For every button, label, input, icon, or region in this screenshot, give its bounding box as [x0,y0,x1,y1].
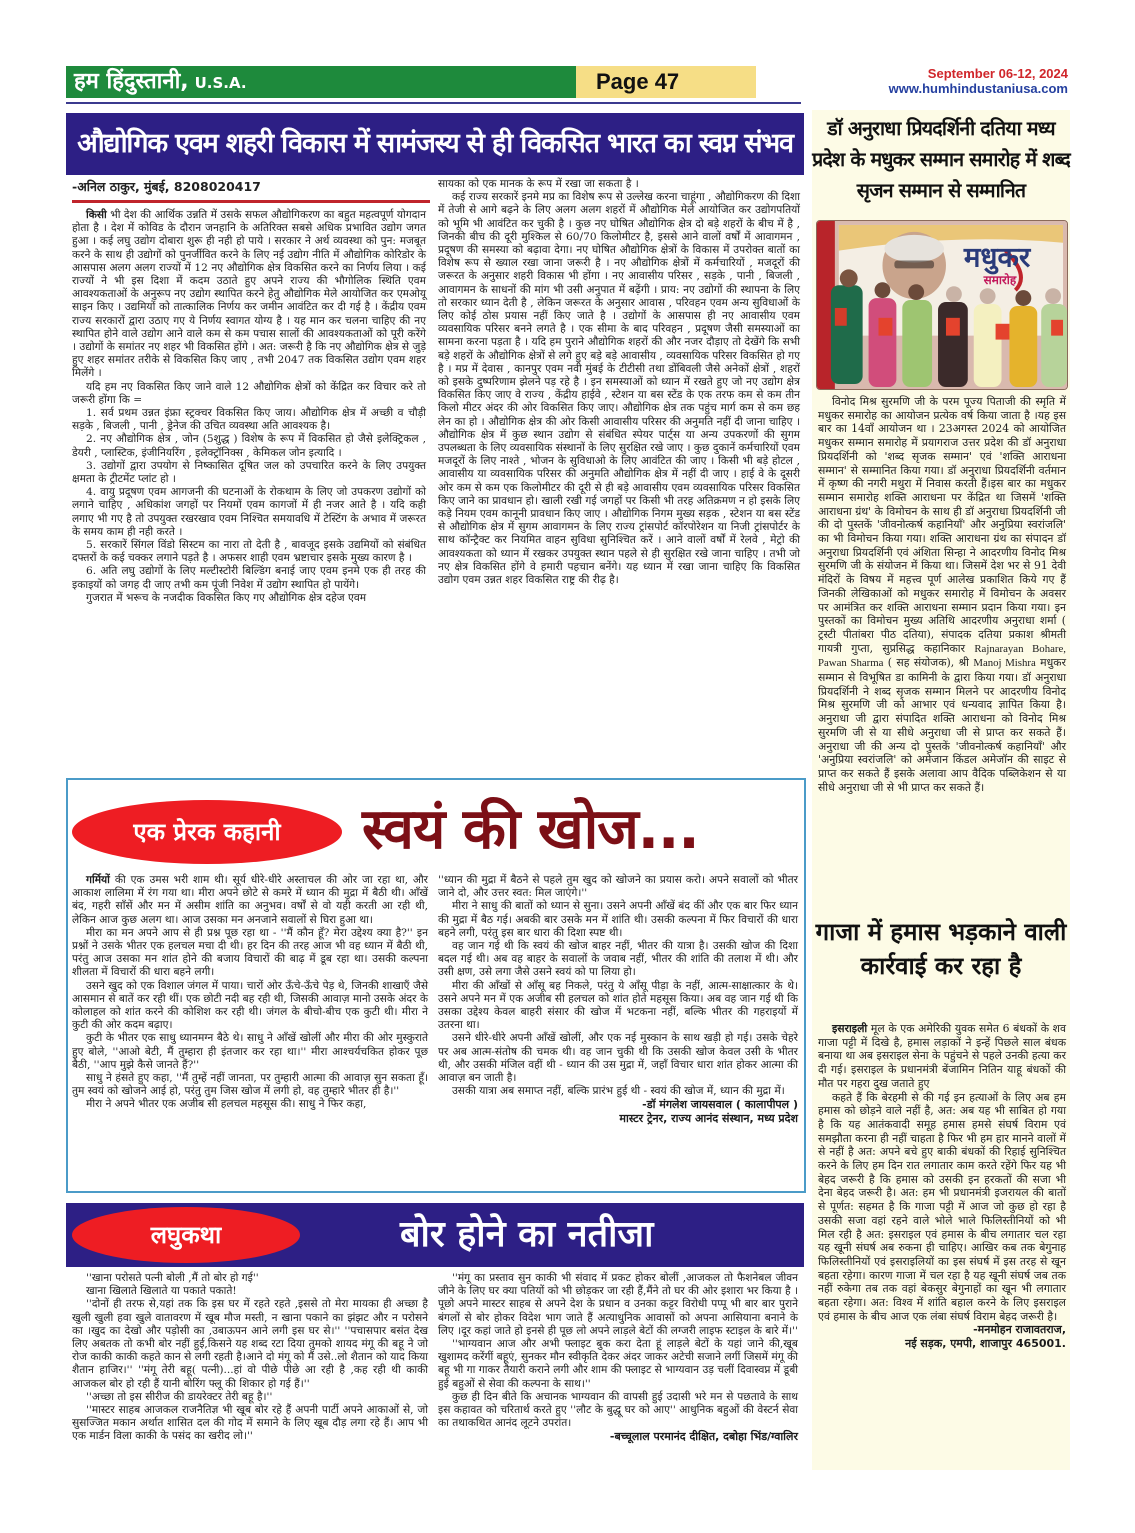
paragraph [72,927,428,980]
paragraph [438,191,800,587]
paragraph-text: कई राज्य सरकारें इनमे मप्र का विशेष रूप से उल्लेख करना चाहूंगा , औद्योगिकरण की दिशा में तेजी से आगे बढ़ने के लिए अलग अलग शहरों में औद्योगिक मेले आयोजित कर उद्योगपतियों को भूमि भी आवंटित कर चुकी है । कुछ नए घोषित औद्योगिक क्षेत्र दो बड़े शहरों के बीच में है , जिनकी बीच की दूरी मुश्किल से 60/70 किलोमीटर है, इससे आने वालों वर्षों में आवागमन , प्रदूषण की समस्या को बढ़ावा देगा। नए घोषित औद्योगिक क्षेत्रों के विकास में उपरोक्त बातों का विशेष रूप से ख्याल रखा जाना जरूरी है । नए औद्योगिक क्षेत्रों में कर्मचारियों , मजदूरों की जरूरत के अनुसार शहरी विकास भी होंगा । नए आवासीय परिसर , सड़के , पानी , बिजली , आवागमन के साधनों की मांग भी उसी अनुपात में बढ़ेंगी । प्राय: नए उद्योगों की स्थापना के लिए तो सरकार ध्यान देती है , लेकिन जरूरत के अनुसार आवास , परिवहन एवम अन्य सुविधाओं के लिए कोई ठोस प्रयास नहीं किए जाते है । उद्योगों के आसपास ही नए आवासीय एवम व्यवसायिक परिसर बनने लगते है । एक सीमा के बाद परिवहन , प्रदूषण जैसी समस्याओं का सामना करना पड़ता है । यदि हम पुराने औद्योगिक शहरों की और नजर दौड़ाए तो देखेंगे कि सभी बड़े शहरों के औद्योगिक क्षेत्रों से लगे हुए बड़े बड़े आवासीय , व्यवसायिक परिसर विकसित हो गए है । मप्र में देवास , कानपुर एवम नवी मुंबई के टीटीसी तथा डोंबिवली जैसे अनेकों क्षेत्रों , शहरों को इसके दुष्परिणाम झेलने पड़ रहे है । इन समस्याओं को ध्यान में रखते हुए जो नए उद्योग क्षेत्र विकसित किए जाए वे राज्य , केंद्रीय हाईवे , स्टेशन या बस स्टेंड के एक तरफ कम से कम तीन किलो मीटर अंदर की ओर विकसित किए जाए। औद्योगिक क्षेत्र तक पहुंच मार्ग कम से कम छह लेन का हो । औद्योगिक क्षेत्र की ओर किसी आवासीय परिसर की अनुमति नहीं दी जाना चाहिए । औद्योगिक क्षेत्र में कुछ स्थान उद्योग से संबंधित स्पेयर पार्ट्स या अन्य उपकरणों की सुगम उपलब्धता के लिए व्यवसायिक संस्थानों के लिए सुरक्षित रखे जाए । कुछ दुकानें कर्मचारियों एवम मजदूरों के लिए नाश्ते , भोजन के सुविधाओ के लिए आवंटित की जाए । किसी भी बड़े होटल , आवासीय या व्यवसायिक परिसर की अनुमति औद्योगिक क्षेत्र में नहीं दी जाए । हाई वे के दूसरी ओर कम से कम एक किलोमीटर की दूरी से ही बड़े आवासीय एवम व्यवसायिक परिसर विकसित किए जाने का प्रावधान हो। खाली रखी गई जगहों पर किसी भी तरह अतिक्रमण न हो इसके लिए कड़े नियम एवम कानूनी प्रावधान किए जाए । औद्योगिक निगम मुख्य सड़क , स्टेशन या बस स्टेंड से औद्योगिक क्षेत्र में सुगम आवागमन के लिए राज्य ट्रांसपोर्ट कॉरपोरेशन या निजी ट्रांसपोर्टर के साथ कॉन्ट्रैक्ट कर नियमित वाहन सुविधा सुनिश्चित करें । आने वालों वर्षों में रेलवे , मेट्रो की आवश्यकता को ध्यान में रखकर उपयुक्त स्थान पहले से ही सुरक्षित रखे जाना चाहिए । तभी जो नए क्षेत्र विकसित होंगे वे हमारी पहचान बनेंगे। यह ध्यान में रखा जाना चाहिए कि विकसित उद्योग एवम उन्नत शहर विकसित राष्ट्र की रीढ़ है। [438,191,800,587]
gaza-article-body [818,1022,1066,1351]
paragraph-text: कुछ ही दिन बीते कि अचानक भाग्यवान की वापसी हुई उदासी भरे मन से पछतावे के साथ इस कहावत को चरितार्थ करते हुए ''लौट के बुद्धू घर को आए'' आधुनिक बहुओं की वेस्टर्न सेवा का तथाकथित आनंद लूटने उपरांत। [438,1390,798,1430]
event-photo [816,220,1068,390]
paragraph [72,433,426,459]
byline-divider [72,200,430,203]
paragraph [438,874,798,900]
paragraph [72,381,426,407]
paragraph-text: उसने खुद को एक विशाल जंगल में पाया। चारों ओर ऊँचे-ऊँचे पेड़ थे, जिनकी शाखाएँ जैसे आसमान से बातें कर रही थीं। एक छोटी नदी बह रही थी, जिसकी आवाज़ मानो उसके अंदर के कोलाहल को शांत करने की कोशिश कर रही थी। जंगल के बीचो-बीच एक कुटी थी। मीरा ने कुटी की ओर कदम बढ़ाए। [72,979,428,1032]
paragraph [72,1285,428,1298]
short-story-tag: लघुकथा [72,1207,300,1263]
issue-date: September 06-12, 2024 [927,66,1068,81]
paragraph-text: सायका को एक मानक के रूप में रखा जा सकता है । [438,178,639,190]
lead-article-column-1 [72,209,426,605]
paragraph-text: 6. अति लघु उद्योगों के लिए मल्टीस्टोरी बिल्डिंग बनाई जाए एवम इनमे एक ही तरह की इकाइयों को जगह दी जाए तभी कम पूंजी निवेश में उद्योग स्थापित हो पायेंगे। [72,565,426,591]
lead-headline: औद्योगिक एवम शहरी विकास में सामंजस्य से ही विकसित भारत का स्वप्न संभव [66,113,804,175]
paragraph-text: गुजरात में भरूच के नजदीक विकसित किए गए औद्योगिक क्षेत्र दहेज एवम [86,591,367,604]
paragraph [72,980,428,1033]
paragraph-text: भी देश की आर्थिक उन्नति में उसके सफल औद्योगिकरण का बहुत महत्वपूर्ण योगदान होता है । देश में कोविड के दौरान जनहानि के अतिरिक्त सबसे अधिक प्रभावित उद्योग जगत हुआ । कई लघु उद्योग दोबारा शुरू ही नही हो पाये । सरकार ने अर्थ व्यवस्था को पुन: मजबूत करने के साथ ही उद्योगों को पुनर्जीवित करने के लिए नई उद्योग नीति में औद्योगिक कोरिडोर के आसपास अलग अलग राज्यों में 12 नए औद्योगिक क्षेत्र विकसित करने का निर्णय लिया । कई राज्यों ने भी इस दिशा में कदम उठाते हुए अपने राज्य की भौगोलिक स्थिति एवम आवश्यकताओं के अनुरूप नए उद्योग स्थापित करने हेतु औद्योगिक मेले आयोजित कर एमओयू साइन किए । उद्यमियों को तात्कालिक निर्णय कर जमीन आवंटित कर दी गई है । केंद्रीय एवम राज्य सरकारों द्वारा उठाए गए ये निर्णय स्वागत योग्य है । यह मान कर चलना चाहिए की नए स्थापित होने वाले उद्योग आने वाले कम से कम पचास सालों की आवश्यकताओं को पूरी करेंगे । उद्योगों के समांतर नए शहर भी विकसित होंगे । अत: जरूरी है कि नए औद्योगिक क्षेत्र से जुड़े हुए शहर समांतर तरीके से विकसित किए जाए , तभी 2047 तक विकसित उद्योग एवम शहर मिलेंगे । [72,209,426,380]
gaza-lead-word: इसराइली [832,1022,868,1035]
paragraph [438,1391,798,1431]
paragraph [72,1404,428,1444]
paragraph-text: मीरा की आँखों से आँसू बह निकले, परंतु ये आँसू पीड़ा के नहीं, आत्म-साक्षात्कार के थे। उसने अपने मन में एक अजीब सी हलचल को शांत होते महसूस किया। अब वह जान गई थी कि उसका उद्देश्य केवल बाहरी संसार की खोज में भटकना नहीं, बल्कि भीतर की गहराइयों में उतरना था। [438,979,798,1032]
author-signature-2: मास्टर ट्रेनर, राज्य आनंद संस्थान, मध्य प्रदेश [619,1111,798,1125]
sidebar-article-body [818,395,1066,794]
paragraph-text: ''दोनों ही तरफ से,यहां तक कि इस घर में रहते रहते ,इससे तो मेरा मायका ही अच्छा है खुली खुली हवा खुले वातावरण में खूब मौज मस्ती, न खाना पकाने का झंझट और न परोसने का ।खुद का देखो और पड़ोसी का ,उबाऊपन आने लगी इस घर से।'' ''पचासपार बसंत देख लिए अबतक तो कभी बोर नहीं हुई,किसने यह शब्द रटा दिया तुमको शायद मंगू की बहू ने जो रोज काकी काकी कहते कान से लगी रहती है।आने दो मंगू को मैं उसे..लो शैतान को याद किया शैतान हाजिर।'' ''मंगू तेरी बहू( पत्नी)...हां वो पीछे पीछे आ रही है ,कह रही थी काकी आजकल बोर हो रही हैं यानी बोरिंग फ्लू की शिकार हो गई हैं।'' [72,1298,428,1390]
paragraph [438,940,798,980]
lead-article-column-2 [438,178,800,587]
paragraph-text: 3. उद्योगों द्वारा उपयोग से निष्कासित दूषित जल को उपचारित करने के लिए उपयुक्त क्षमता के ट्रीटमेंट प्लांट हो । [72,459,426,486]
paragraph-text: मीरा का मन अपने आप से ही प्रश्न पूछ रहा था - ''मैं कौन हूँ? मेरा उद्देश्य क्या है?'' इन प्रश्नों ने उसके भीतर एक हलचल मचा दी थी। हर दिन की तरह आज भी वह ध्यान में बैठी थी, परंतु आज उसका मन शांत होने की बजाय विचारों की बाढ़ में डूब रहा था। उसकी कल्पना शीलता में विचारों की धारा बहने लगी। [72,926,428,979]
sidebar-name-2: Pawan Sharma [818,657,884,670]
gaza-paragraph-1: मूल के एक अमेरिकी युवक समेत 6 बंधकों के शव गाजा पट्टी में दिखे है, हमास लड़ाकों ने इन्हें पिछले साल बंधक बनाया था अब इसराइल सेना के पहुंचने से पहले उनकी हत्या कर दी गई। इसराइल के प्रधानमंत्री बेंजामिन नितिन याहू बंधकों की मौत पर गहरा दुख जताते हुए [818,1022,1066,1090]
paragraph [72,874,428,927]
paragraph [438,1085,798,1098]
paragraph-text: उसने धीरे-धीरे अपनी आँखें खोलीं, और एक नई मुस्कान के साथ खड़ी हो गई। उसके चेहरे पर अब आत्म-संतोष की चमक थी। वह जान चुकी थी कि उसकी खोज केवल उसी के भीतर थी, और उसकी मंजिल वहीं थी - ध्यान की उस मुद्रा में, जहाँ विचार धारा शांत होकर आत्मा की आवाज़ बन जाती है। [438,1032,798,1085]
short-story-title: बोर होने का नतीजा [400,1214,654,1255]
paragraph [72,486,426,539]
sidebar-name-3: Manoj Mishra [973,657,1036,670]
issue-info [889,66,1068,96]
lead-word: गर्मियों [86,874,110,886]
paragraph [72,407,426,433]
gaza-signature-name: -मनमोहन राजावतराज, [973,1323,1066,1337]
author-signature-1: -डॉ मंगलेश जायसवाल ( कालापीपल ) [642,1098,798,1112]
paragraph [438,1338,798,1391]
newspaper-suffix: U.S.A. [194,74,247,92]
masthead-divider [66,102,801,104]
photo-banner-text: मधुकर [963,240,1031,274]
paragraph [72,592,426,605]
paragraph-text: यदि हम नए विकसित किए जाने वाले 12 औद्योगिक क्षेत्रों को केंद्रित कर विचार करे तो जरूरी होंगा कि = [72,380,426,406]
paragraph [438,178,800,191]
page-number: Page 47 [596,69,680,94]
paragraph [72,209,426,381]
lead-byline: -अनिल ठाकुर, मुंबई, 8208020417 [72,179,261,194]
paragraph-text: ''मंगू का प्रस्ताव सुन काकी भी संवाद में प्रकट होकर बोलीं ,आजकल तो फैशनेबल जीवन जीने के लिए घर क्या पतियों को भी छोड़कर जा रही हैं,मैंने तो घर की ओर इशारा भर किया है ।पूछो अपने मास्टर साहब से अपने देश के प्रधान व उनका कट्टर विरोधी पप्पू भी बार बार पुराने बंगलों से बोर होकर विदेश भाग जाते हैं अत्याधुनिक आवासों को अपना आसियाना बनाने के लिए ।दूर कहां जाते हो इनसे ही पूछ लो अपने लाड़ले बेटों की लग्जरी लाइफ स्टाइल के बारे में।'' [438,1272,798,1337]
paragraph-text: 4. वायु प्रदूषण एवम आगजनी की घटनाओं के रोकथाम के लिए जो उपकरण उद्योगों को लगाने चाहिए , अधिकांश जगहों पर नियमों एवम कागजों में ही नजर आते है । यदि कही लगाए भी गए है तो उपयुक्त रखरखाव एवम निश्चित समयावधि में टेस्टिंग के अभाव में जरूरत के समय काम ही नही करते । [72,486,426,538]
photo-banner-subtext: समारोह [983,273,1017,288]
paragraph [438,1032,798,1085]
paragraph-text: 2. नए औद्योगिक क्षेत्र , जोन (5शुद्ध ) विशेष के रूप में विकसित हो जैसे इलेक्ट्रिकल , डेयरी , प्लास्टिक, इंजीनियरिंग , इलेक्ट्रॉनिक्स , केमिकल जोन इत्यादि । [72,433,426,459]
gaza-paragraph-2: कहते हैं कि बेरहमी से की गई इन हत्याओं के लिए अब हम हमास को छोड़ने वाले नहीं है, अत: अब यह भी साबित हो गया है कि यह आतंकवादी समूह हमास हमसे संघर्ष विराम एवं समझौता करना ही नहीं चाहता है फिर भी हम हार मानने वालों में से नहीं है अत: अपने बचे हुए बाकी बंधकों की रिहाई सुनिश्चित करने के लिए हम दिन रात लगातार काम करते रहेंगे फिर यह भी बेहद जरूरी है कि हमास को उसकी इन हरकतों की सजा भी देना बेहद जरूरी है। अत: हम भी प्रधानमंत्री इजरायल की बातों से पूर्णत: सहमत है कि गाजा पट्टी में आज जो कुछ हो रहा है उसकी सजा वहां रहने वाले भोले भाले फिलिस्तीनियों को भी मिल रही है अत: इसराइल एवं हमास के बीच लगातार चल रहा यह खूनी संघर्ष अब रुकना ही चाहिए। आखिर कब तक बेगुनाह फिलिस्तीनियों एवं इसराइलियों का इस संघर्ष में इस तरह से खून बहता रहेगा। कारण गाजा में चल रहा है यह खूनी संघर्ष जब तक नहीं रुकेगा तब तक वहां बेकसुर बेगुनाहों का खून भी लगातार बहता रहेगा। अत: विश्व में शांति बहाल करने के लिए इसराइल एवं हमास के बीच आज एक लंबा संघर्ष विराम बेहद जरूरी है। [818,1090,1066,1323]
paragraph [72,1098,428,1111]
newspaper-name: हम हिंदुस्तानी, [74,69,189,94]
paragraph-text: खाना खिलाते खिलाते या पकाते पकाते! [86,1285,237,1298]
paragraph [438,1272,798,1338]
paragraph [72,1072,428,1098]
website-link[interactable]: www.humhindustaniusa.com [888,81,1068,96]
paragraph [72,460,426,486]
gaza-headline: गाजा में हमास भड़काने वाली कार्रवाई कर रहा है [815,918,1067,980]
paragraph-text: उसकी यात्रा अब समाप्त नहीं, बल्कि प्रारंभ हुई थी - स्वयं की खोज में, ध्यान की मुद्रा में। [452,1085,785,1098]
story-column-2 [438,874,798,1125]
newspaper-title [74,67,247,98]
paragraph [72,1272,428,1285]
story-title: स्वयं की खोज... [362,797,699,862]
masthead [66,66,1070,98]
paragraph [72,565,426,591]
paragraph-text: 5. सरकारें सिंगल विंडो सिस्टम का नारा तो देती है , बावजूद इसके उद्यमियों को संबंधित दफ्तरों के कई चक्कर लगाने पड़ते है । अफसर शाही एवम भ्रष्टाचार इसके मुख्य कारण है । [72,539,426,565]
sidebar-name-1: Rajnarayan Bohare, [974,642,1066,655]
sidebar-headline: डॉ अनुराधा प्रियदर्शिनी दतिया मध्य प्रदेश के मधुकर सम्मान समारोह में शब्द सृजन सम्मान से सम्मानित [812,117,1070,202]
paragraph-text: मीरा ने अपने भीतर एक अजीब सी हलचल महसूस की। साधु ने फिर कहा, [86,1098,367,1111]
paragraph [72,1298,428,1390]
award-ceremony-photo [817,221,1067,389]
paragraph [72,1391,428,1404]
paragraph-text: ''ध्यान की मुद्रा में बैठने से पहले तुम खुद को खोजने का प्रयास करो। अपने सवालों को भीतर जाने दो, और उत्तर स्वत: मिल जाएंगे।'' [438,874,798,900]
paragraph [438,980,798,1033]
paragraph-text: ''मास्टर साहब आजकल राजनैतिज्ञ भी खूब बोर रहे हैं अपनी पार्टी अपने आकाओं से, जो सुसज्जित मकान अर्थात शासित दल की गोद में समाने के लिए खूब दौड़ लगा रहे हैं। आप भी एक मार्डन विला काकी के पसंद का खरीद लो।'' [72,1404,428,1443]
short-story-column-2 [438,1272,798,1444]
sidebar-body-part-1: विनोद मिश्र सुरमणि जी के परम पूज्य पिताजी की स्मृति में मधुकर समारोह का आयोजन प्रत्येक वर्ष किया जाता है ।यह इस बार का 14वाँ आयोजन था । 23अगस्त 2024 को आयोजित मधुकर सम्मान समारोह में प्रयागराज उत्तर प्रदेश की डॉ अनुराधा प्रियदर्शिनी को 'शब्द सृजक सम्मान' एवं 'शक्ति आराधना सम्मान' से सम्मानित किया गया। डॉ अनुराधा प्रियदर्शिनी वर्तमान में कृष्ण की नगरी मथुरा में निवास करती हैं।इस बार का मधुकर सम्मान समारोह शक्ति आराधना पर केंद्रित था जिसमें 'शक्ति आराधना ग्रंथ' के विमोचन के साथ ही डॉ अनुराधा प्रियदर्शिनी जी की दो पुस्तकें 'जीवनोत्कर्ष कहानियाँ' और अनुप्रिया स्वरांजलि' का भी विमोचन किया गया। शक्ति आराधना ग्रंथ का संपादन डॉ अनुराधा प्रियदर्शिनी एवं अंशिता सिन्हा ने आदरणीय विनोद मिश्र सुरमणि जी के संयोजन में किया था। जिसमें देश भर से 91 देवी मंदिरों के विषय में महत्त्व पूर्ण आलेख प्रकाशित किये गए हैं जिनकी लेखिकाओं को मधुकर समारोह में विमोचन के अवसर पर आमंत्रित कर शक्ति आराधना सम्मान प्रदान किया गया। इन पुस्तकों का विमोचन मुख्य अतिथि आदरणीय अनुराधा शर्मा ( ट्रस्टी पीतांबरा पीठ दतिया), संपादक दतिया प्रकाश श्रीमती गायत्री गुप्ता, सुप्रसिद्ध कहानिकार [818,395,1066,655]
paragraph-text: ''अच्छा तो इस सीरीज की डायरेक्टर तेरी बहू है।'' [86,1390,273,1403]
gaza-signature-place: नई सड़क, एमपी, शाजापुर 465001. [905,1337,1066,1351]
sidebar-body-part-3: मधुकर सम्मान से विभूषित डा कामिनी के द्वारा किया गया। डॉ अनुराधा प्रियदर्शिनी ने शब्द सृजक सम्मान मिलने पर आदरणीय विनोद मिश्र सुरमणि जी को आभार एवं धन्यवाद ज्ञापित किया है। अनुराधा जी द्वारा संपादित शक्ति आराधना को विनोद मिश्र सुरमणि जी से या सीधे अनुराधा जी से प्राप्त कर सकते हैं। अनुराधा जी की अन्य दो पुस्तकें 'जीवनोत्कर्ष कहानियाँ' और 'अनुप्रिया स्वरांजलि' को अमेजान किंडल अमेजॉन की साइट से प्राप्त कर सकते हैं इसके अलावा आप वैदिक पब्लिकेशन से या सीधे अनुराधा जी से भी प्राप्त कर सकते हैं। [818,656,1066,794]
lead-word: किसी [86,209,107,221]
short-story-column-1 [72,1272,428,1444]
story-column-1 [72,874,428,1112]
masthead-banner [66,66,576,98]
paragraph [438,900,798,940]
paragraph-text: मीरा ने साधु की बातों को ध्यान से सुना। उसने अपनी आँखें बंद कीं और एक बार फिर ध्यान की मुद्रा में बैठ गई। अबकी बार उसके मन में शांति थी। उसकी कल्पना में फिर विचारों की धारा बहने लगी, परंतु इस बार धारा की दिशा स्पष्ट थी। [438,900,798,939]
author-signature-1: -बच्चूलाल परमानंद दीक्षित, दबोहा भिंड/ग्वालिर [609,1430,798,1444]
paragraph [72,1032,428,1072]
sidebar-body-part-2: ( सह संयोजक), श्री [883,656,974,670]
paragraph-text: साधु ने हंसते हुए कहा, ''मैं तुम्हें नहीं जानता, पर तुम्हारी आत्मा की आवाज़ सुन सकता हूँ। तुम स्वयं को खोजने आई हो, परंतु तुम जिस खोज में लगी हो, वह तुम्हारे भीतर ही है।'' [72,1072,428,1098]
paragraph-text: कुटी के भीतर एक साधु ध्यानमग्न बैठे थे। साधु ने आँखें खोलीं और मीरा की ओर मुस्कुराते हुए बोले, ''आओ बेटी, मैं तुम्हारा ही इंतजार कर रहा था।'' मीरा आश्चर्यचकित होकर पूछ बैठी, ''आप मुझे कैसे जानते हैं?'' [72,1032,428,1071]
paragraph-text: ''भाग्यवान आज और अभी फ्लाइट बुक करा देता हूं लाड़ले बेटों के यहां जाने की,खूब खुशामद करेंगीं बहूएं, सुनकर मौन स्वीकृति देकर अंदर जाकर अटेची सजाने लगीं जिसमें मंगू की बहू भी गा गाकर तैयारी कराने लगी और शाम की फ्लाइट से भाग्यवान उड़ चलीं दिवास्वप्न में डूबी हुई बहुओं से सेवा की कल्पना के साथ।'' [438,1338,798,1390]
story-tag: एक प्रेरक कहानी [72,800,342,864]
paragraph-text: की एक उमस भरी शाम थी। सूर्य धीरे-धीरे अस्ताचल की ओर जा रहा था, और आकाश लालिमा में रंग गया था। मीरा अपने छोटे से कमरे में ध्यान की मुद्रा में बैठी थी। आँखें बंद, गहरी साँसें और मन में असीम शांति का अनुभव। वर्षों से वो यही करती आ रही थी, लेकिन आज कुछ अलग था। आज उसका मन अनजाने सवालों से घिरा हुआ था। [72,874,428,926]
paragraph [72,539,426,565]
page-number-tab [576,66,756,98]
paragraph-text: 1. सर्व प्रथम उन्नत इंफ्रा स्ट्रक्चर विकसित किए जाय। औद्योगिक क्षेत्र में अच्छी व चौड़ी सड़के , बिजली , पानी , ड्रेनेज की उचित व्यवस्था अति आवश्यक है। [72,407,426,433]
paragraph-text: ''खाना परोसते पत्नी बोली ,मैं तो बोर हो गई'' [86,1272,259,1284]
paragraph-text: वह जान गई थी कि स्वयं की खोज बाहर नहीं, भीतर की यात्रा है। उसकी खोज की दिशा बदल गई थी। अब वह बाहर के सवालों के जवाब नहीं, भीतर की शांति की तलाश में थी। और उसी क्षण, उसे लगा जैसे उसने स्वयं को पा लिया हो। [438,940,798,979]
